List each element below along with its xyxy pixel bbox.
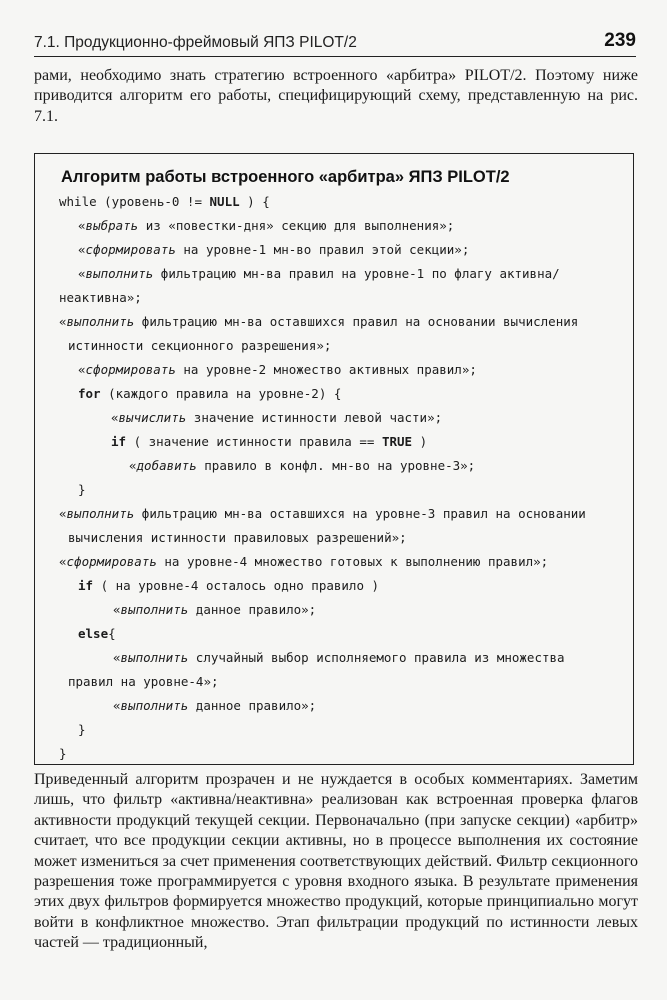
code-token: выполнить [120,698,189,713]
code-token: данное правило»; [188,602,317,617]
code-line [113,650,565,666]
code-token: на уровне-4 множество готовых к выполнению правил»; [156,554,549,569]
code-token: « [78,266,86,281]
code-token: случайный выбор исполняемого правила из множества [188,650,565,665]
code-token: TRUE [381,434,413,449]
code-line [111,434,427,450]
code-line [129,458,475,474]
code-token: вычислить [118,410,187,425]
code-line [68,530,407,546]
code-token: сформировать [85,362,176,377]
code-token: фильтрацию мн-ва правил на уровне-1 по флагу активна/ [153,266,560,281]
code-token: выполнить [120,602,189,617]
code-token: истинности секционного разрешения»; [68,338,332,353]
code-line [78,242,469,258]
section-title: 7.1. Продукционно-фреймовый ЯПЗ PILOT/2 [34,34,357,51]
code-line [59,194,270,210]
code-token: вычисления истинности правиловых разрешений»; [68,530,407,545]
code-token: правил на уровне-4»; [68,674,219,689]
code-line [78,578,379,594]
code-token: if [78,578,94,593]
code-line [78,266,560,282]
code-token: NULL [209,194,240,209]
code-token: « [113,698,121,713]
code-token: « [59,506,67,521]
code-line [78,722,86,738]
code-token: « [129,458,137,473]
algorithm-box [34,153,634,765]
code-token: на уровне-1 мн-во правил этой секции»; [175,242,470,257]
code-line [59,554,548,570]
code-line [59,290,142,306]
code-token: ( на уровне-4 осталось одно правило ) [93,578,380,593]
code-line [78,386,341,402]
code-token: выполнить [120,650,189,665]
code-token: } [78,722,86,737]
code-token: (каждого правила на уровне-2) { [100,386,342,401]
code-line [68,338,331,354]
code-line [113,698,316,714]
code-token: сформировать [85,242,176,257]
code-token: правило в конфл. мн-во на уровне-3»; [196,458,476,473]
code-token: « [113,650,121,665]
code-token: выполнить [85,266,154,281]
code-line [59,746,67,762]
code-token: фильтрацию мн-ва оставшихся правил на основании вычисления [134,314,579,329]
closing-paragraph: Приведенный алгоритм прозрачен и не нуждается в особых комментариях. Заметим лишь, что фильтр «активна/неактивна» реализован как встроенная проверка флагов активности продукций текущей секции. Первоначально (при запуске секции) «арбитр» считает, что все продукции секции активны, но в процессе выполнения их состояние может измениться за счет применения соответствующих действий. Фильтр секционного разрешения тоже программируется с уровня входного языка. В результате применения этих двух фильтров формируется множество продукций, которые принципиально могут войти в конфликтное множество. Этап фильтрации продукций по истинности левых частей — традиционный, [34,771,638,952]
code-token: добавить [136,458,197,473]
code-token: « [59,554,67,569]
code-line [68,674,219,690]
code-line [59,506,586,522]
code-token: « [59,314,67,329]
code-token: « [78,362,86,377]
code-token: фильтрацию мн-ва оставшихся на уровне-3 правил на основании [134,506,586,521]
code-line [78,218,454,234]
code-token: if [111,434,127,449]
code-line [78,362,477,378]
running-head [34,30,636,57]
code-token: « [111,410,119,425]
code-token: « [113,602,121,617]
code-line [113,602,316,618]
code-token: данное правило»; [188,698,317,713]
code-token: } [78,482,86,497]
code-token: выбрать [85,218,139,233]
code-token: for [78,386,101,401]
code-token: « [78,218,86,233]
code-token: { [108,626,116,641]
code-token: } [59,746,67,761]
code-token: while (уровень-0 != [59,194,210,209]
code-token: выполнить [66,314,135,329]
code-token: ) [412,434,428,449]
code-token: ) { [239,194,270,209]
code-token: из «повестки-дня» секцию для выполнения»; [138,218,455,233]
code-token: ( значение истинности правила == [126,434,382,449]
code-line [59,314,578,330]
code-token: выполнить [66,506,135,521]
code-line [78,626,116,642]
code-token: сформировать [66,554,157,569]
code-token: « [78,242,86,257]
code-line [111,410,442,426]
algorithm-title: Алгоритм работы встроенного «арбитра» ЯПЗ PILOT/2 [61,168,510,186]
intro-paragraph: рами, необходимо знать стратегию встроенного «арбитра» PILOT/2. Поэтому ниже приводится алгоритм его работы, специфицирующий схему, представленную на рис. 7.1. [34,67,638,125]
code-token: else [78,626,109,641]
code-token: на уровне-2 множество активных правил»; [175,362,477,377]
code-token: значение истинности левой части»; [186,410,443,425]
code-token: неактивна»; [59,290,142,305]
page-number: 239 [604,30,636,51]
code-line [78,482,86,498]
